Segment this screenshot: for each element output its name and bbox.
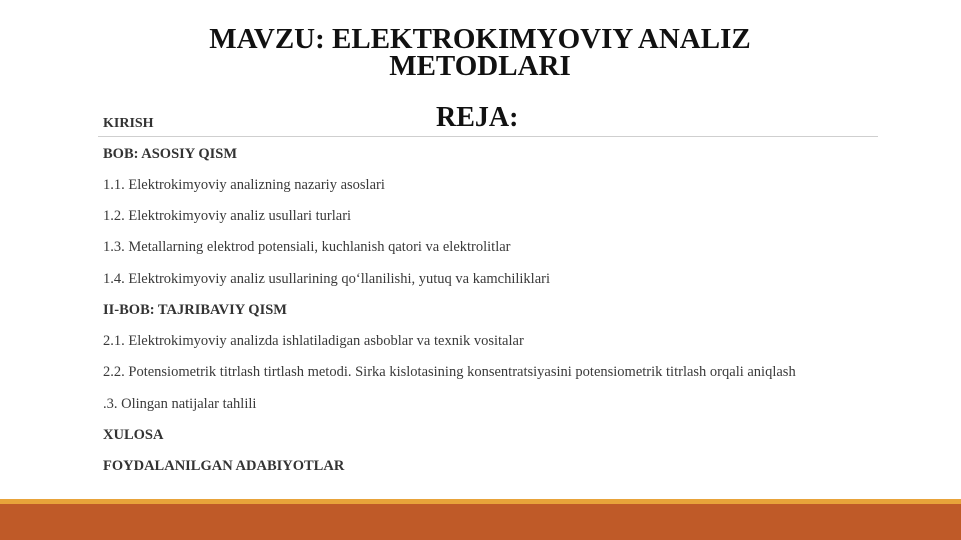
- slide-title: [180, 23, 780, 82]
- plan-item-1-3: 1.3. Metallarning elektrod potensiali, kuchlanish qatori va elektrolitlar: [103, 239, 511, 255]
- plan-item-chapter-2: II-BOB: TAJRIBAVIY QISM: [103, 302, 287, 318]
- plan-item-2-2: 2.2. Potensiometrik titrlash tirtlash metodi. Sirka kislotasining konsentratsiyasini potensiometrik titrlash orqali aniqlash: [103, 364, 796, 380]
- plan-item-conclusion: XULOSA: [103, 427, 164, 443]
- plan-heading: REJA:: [436, 102, 519, 133]
- plan-item-2-1: 2.1. Elektrokimyoviy analizda ishlatiladigan asboblar va texnik vositalar: [103, 333, 524, 349]
- footer-accent-bar: [0, 504, 961, 540]
- plan-item-intro: KIRISH: [103, 116, 154, 131]
- heading-divider: [98, 136, 878, 137]
- plan-item-1-1: 1.1. Elektrokimyoviy analizning nazariy asoslari: [103, 177, 385, 193]
- plan-item-1-4: 1.4. Elektrokimyoviy analiz usullarining qo‘llanilishi, yutuq va kamchiliklari: [103, 271, 551, 287]
- slide-title-line-1: MAVZU: ELEKTROKIMYOVIY ANALIZ: [209, 23, 751, 55]
- plan-item-chapter-1: BOB: ASOSIY QISM: [103, 146, 238, 162]
- slide-title-line-2: METODLARI: [389, 50, 571, 82]
- plan-item-references: FOYDALANILGAN ADABIYOTLAR: [103, 458, 345, 474]
- plan-item-2-3: .3. Olingan natijalar tahlili: [103, 396, 257, 412]
- plan-item-1-2: 1.2. Elektrokimyoviy analiz usullari turlari: [103, 208, 352, 224]
